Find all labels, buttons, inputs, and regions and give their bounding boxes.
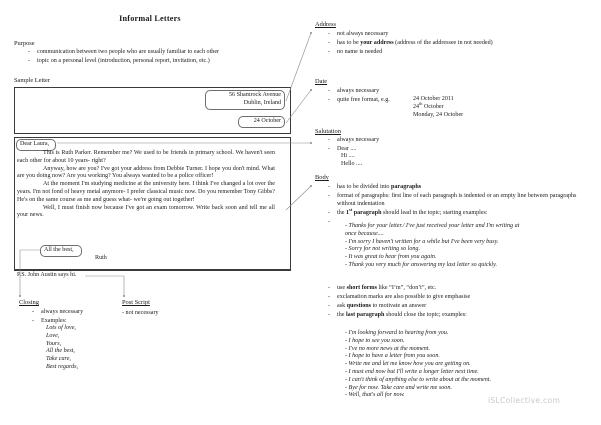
sample-letter-heading: Sample Letter — [14, 77, 51, 84]
address-bubble-line-2: Dublin, Ireland — [243, 99, 281, 106]
bullet-dash: - — [328, 96, 331, 103]
body-item-2 — [328, 285, 590, 293]
bullet-dash: - — [328, 88, 331, 94]
closing-example-text: Best regards, — [46, 363, 79, 370]
arrow-salutation — [310, 142, 312, 144]
arrow-closing — [19, 295, 21, 297]
date-bubble: 24 October — [238, 116, 285, 128]
closing-example-text: Lots of love, — [46, 325, 76, 331]
letter-postscript: P.S. John Austin says hi. — [17, 272, 77, 278]
date-format — [413, 112, 533, 120]
body-opening-example-text: - I'm sorry I haven't written for a while but I've been very busy. — [345, 238, 499, 245]
purpose-list — [28, 49, 292, 67]
closing-example — [46, 333, 156, 341]
post-script-heading: Post Script — [122, 299, 150, 306]
body-opening-example-text: - It was great to hear from you again. — [345, 254, 437, 261]
body-closing-example-text: - Well, that's all for now. — [345, 392, 405, 399]
bullet-dash: - — [328, 184, 331, 190]
body-item — [328, 193, 590, 209]
body-closing-example-text: - I've no more news at the moment. — [345, 345, 431, 352]
body-item-2-text: exclamation marks are also possible to give emphasise — [337, 293, 471, 300]
date-format — [413, 96, 533, 104]
bullet-dash: - — [328, 302, 331, 309]
bullet-dash: - — [328, 31, 331, 37]
body-item — [328, 184, 590, 192]
date-heading: Date — [315, 78, 328, 85]
letter-paragraph-4: Well, I must finish now because I've got an exam tomorrow. Write back soon and tell me all your news. — [17, 204, 275, 219]
letter-paragraphs — [17, 150, 275, 220]
purpose-item-text: communication between two people who are usually familiar to each other — [37, 49, 220, 55]
bullet-dash: - — [28, 57, 31, 64]
body-item-text: format of paragraphs: first line of each paragraph is indented or an empty line between paragraphs without indentation — [337, 192, 577, 207]
closing-bubble: All the best, — [40, 245, 82, 257]
bullet-dash: - — [32, 309, 35, 315]
body-closing-examples — [345, 330, 595, 400]
bullet-dash: - — [328, 293, 331, 300]
address-list — [328, 31, 590, 58]
purpose-heading: Purpose — [14, 40, 35, 47]
address-bubble-line-1: 56 Shamrock Avenue — [228, 92, 281, 98]
arrow-body — [310, 185, 312, 187]
body-opening-example-text: - Thank you very much for answering my last letter so quickly. — [345, 261, 497, 268]
bullet-dash: - — [328, 39, 331, 46]
salutation-item-text: Dear .... — [337, 145, 357, 152]
body-opening-examples — [345, 223, 595, 270]
address-item — [328, 40, 590, 48]
body-list-2 — [328, 285, 590, 321]
page-title: Informal Letters — [119, 14, 181, 23]
post-script-item: - not necessary — [122, 310, 159, 316]
closing-example — [46, 364, 156, 372]
bullet-dash: - — [32, 317, 35, 324]
body-closing-example-text: - I can't think of anything else to write about at the moment. — [345, 376, 492, 383]
closing-example — [46, 341, 156, 349]
letter-paragraph-2: Anyway, how are you? I've got your address from Debbie Turner. I hope you don't mind. What are you doing now? Are you working? You always wanted to be a police officer! — [17, 165, 275, 180]
closing-item-text: always necessary — [41, 309, 84, 315]
postscript-divider — [14, 269, 291, 270]
body-item-2-text: the last paragraph should close the topic; examples: — [337, 311, 467, 318]
arrow-address — [310, 32, 312, 34]
closing-example-text: All the best, — [46, 348, 75, 355]
date-format-text: 24th October — [413, 100, 444, 110]
body-item — [328, 206, 590, 218]
date-item-text: quite free format, e.g. — [337, 96, 390, 103]
salutation-extra-list — [341, 153, 501, 169]
arrow-ps — [123, 295, 125, 297]
purpose-item — [28, 49, 292, 57]
bullet-dash: - — [328, 209, 331, 216]
closing-example — [46, 356, 156, 364]
closing-heading: Closing — [19, 299, 39, 306]
body-closing-example — [345, 361, 595, 369]
body-opening-example-text: once because.... — [345, 230, 384, 237]
date-format-text: Monday, 24 October — [413, 111, 464, 118]
closing-example-text: Yours, — [46, 340, 62, 347]
date-format — [413, 100, 533, 112]
body-opening-example — [345, 262, 595, 270]
bullet-dash: - — [328, 218, 331, 225]
salutation-item — [328, 137, 488, 145]
body-closing-example-text: - I hope to see you soon. — [345, 337, 405, 344]
body-opening-example — [345, 254, 595, 262]
date-item-text: always necessary — [337, 88, 380, 94]
body-closing-example — [345, 330, 595, 338]
body-list — [328, 184, 590, 226]
body-closing-example-text: - I'm looking forward to hearing from you. — [345, 330, 449, 336]
body-opening-example — [345, 223, 595, 231]
address-heading: Address — [315, 21, 336, 28]
closing-example-text: Take care, — [46, 356, 71, 363]
purpose-item — [28, 58, 292, 66]
body-item-2-text: ask questions to motivate an answer — [337, 302, 427, 309]
address-item-text: has to be your address (address of the addressee in not needed) — [337, 39, 493, 46]
body-item-2 — [328, 303, 590, 311]
bullet-dash: - — [328, 145, 331, 152]
body-closing-example-text: - Bye for now. Take care and write me soon. — [345, 384, 452, 391]
bullet-dash: - — [328, 137, 331, 143]
salutation-item-text: always necessary — [337, 137, 380, 143]
body-closing-example-text: - I must end now but I'll write a longer letter next time. — [345, 368, 479, 375]
letter-paragraph-3: At the moment I'm studying medicine at the university here. I think I've changed a lot over the years. I'm not fond of heavy metal anymore- I prefer classical music now. Do you remember Tony Gibbs? He's on the same course as me and guess what- we're going out together! — [17, 181, 275, 203]
watermark: iSLCollective.com — [488, 396, 561, 405]
closing-item-text: Examples: — [41, 317, 67, 324]
body-opening-example — [345, 231, 595, 239]
body-heading: Body — [315, 174, 329, 181]
closing-example — [46, 325, 156, 333]
purpose-item-text: topic on a personal level (introduction, personal report, invitation, etc.) — [37, 57, 210, 64]
date-item — [328, 88, 448, 96]
address-item — [328, 49, 590, 57]
body-opening-example-text: - Thanks for your letter./ I've just received your letter and I'm writing at — [345, 223, 520, 229]
salutation-bubble: Dear Laura, — [16, 139, 56, 151]
bullet-dash: - — [328, 192, 331, 199]
address-item-text: no name is needed — [337, 48, 383, 55]
date-formats-list — [413, 96, 533, 119]
bullet-dash: - — [28, 49, 31, 55]
body-item-text: the 1st paragraph should lead in the topic; starting examples: — [337, 206, 488, 216]
address-bubble — [205, 90, 285, 110]
closing-example-text: Love, — [46, 332, 60, 339]
bullet-dash: - — [328, 285, 331, 291]
address-item — [328, 31, 590, 39]
body-closing-example-text: - I hope to have a letter from you soon. — [345, 353, 440, 360]
body-item-text: has to be divided into paragraphs — [337, 184, 422, 190]
body-closing-example — [345, 353, 595, 361]
body-closing-example — [345, 338, 595, 346]
salutation-extra-item — [341, 161, 501, 169]
salutation-heading: Salutation — [315, 128, 341, 135]
body-item-2 — [328, 294, 590, 302]
salutation-extra-item — [341, 153, 501, 161]
body-opening-example-text: - Sorry for not writing so long. — [345, 246, 420, 253]
body-closing-example — [345, 369, 595, 377]
bullet-dash: - — [328, 311, 331, 318]
letter-paragraph-1: This is Ruth Parker. Remember me? We used to be friends in primary school. We haven't seen each other for about 10 years- right? — [17, 150, 275, 164]
bullet-dash: - — [328, 48, 331, 55]
closing-examples-list — [46, 325, 156, 372]
salutation-extra-item-text: Hi .... — [341, 153, 355, 159]
body-closing-example — [345, 377, 595, 385]
letter-signature: Ruth — [95, 255, 107, 261]
body-item-2-text: use short forms like “I’m”, “don’t”, etc. — [337, 285, 437, 291]
arrow-date — [310, 89, 312, 91]
body-closing-example-text: - Write me and let me know how you are getting on. — [345, 361, 471, 368]
salutation-extra-item-text: Hello .... — [341, 160, 363, 167]
body-item-2 — [328, 312, 590, 320]
date-format-text: 24 October 2011 — [413, 96, 454, 102]
address-item-text: not always necessary — [337, 31, 389, 37]
closing-example — [46, 348, 156, 356]
